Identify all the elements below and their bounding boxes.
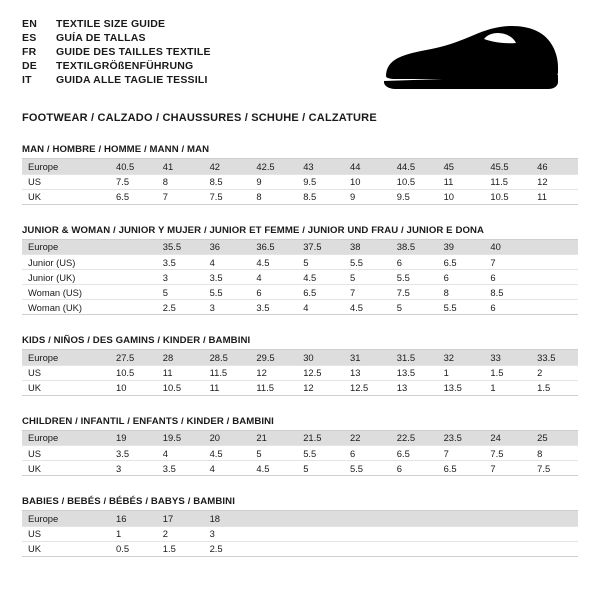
cell: 32 (438, 350, 485, 365)
cell: 36.5 (250, 240, 297, 255)
language-code: ES (22, 32, 37, 44)
cell: 1.5 (531, 380, 578, 395)
row-label: US (22, 446, 110, 461)
cell: 2.5 (204, 541, 251, 556)
cell: 7.5 (484, 446, 531, 461)
cell: 1 (484, 380, 531, 395)
cell: 12.5 (297, 365, 344, 380)
size-table-junior-woman (22, 240, 578, 316)
cell: 7.5 (531, 461, 578, 476)
language-code: IT (22, 74, 32, 86)
cell: 21.5 (297, 431, 344, 446)
row-label: UK (22, 541, 110, 556)
cell: 42.5 (250, 159, 297, 174)
cell: 2 (531, 365, 578, 380)
cell: 3 (110, 461, 157, 476)
language-row (22, 18, 211, 30)
cell: 1.5 (484, 365, 531, 380)
row-label: Europe (22, 240, 110, 255)
language-title: GUIDE DES TAILLES TEXTILE (56, 46, 211, 58)
cell (484, 541, 531, 556)
cell: 1 (110, 526, 157, 541)
cell: 29.5 (250, 350, 297, 365)
cell: 4 (250, 270, 297, 285)
cell: 12 (531, 174, 578, 189)
cell: 5.5 (438, 300, 485, 315)
cell: 33.5 (531, 350, 578, 365)
row-label: Junior (US) (22, 255, 110, 270)
cell: 10 (344, 174, 391, 189)
section-man (22, 144, 578, 205)
table-row (22, 461, 578, 476)
cell: 16 (110, 511, 157, 526)
row-label: US (22, 174, 110, 189)
cell: 39 (438, 240, 485, 255)
section-title: JUNIOR & WOMAN / JUNIOR Y MUJER / JUNIOR ET FEMME / JUNIOR UND FRAU / JUNIOR E DONA (22, 225, 578, 240)
cell: 22 (344, 431, 391, 446)
table-row (22, 174, 578, 189)
cell (531, 526, 578, 541)
cell (110, 300, 157, 315)
cell: 24 (484, 431, 531, 446)
table-row (22, 240, 578, 255)
cell: 17 (157, 511, 204, 526)
cell: 10 (438, 189, 485, 204)
table-row (22, 285, 578, 300)
cell: 6 (250, 285, 297, 300)
cell: 13.5 (438, 380, 485, 395)
cell: 4.5 (250, 255, 297, 270)
language-title: TEXTILGRÖßENFÜHRUNG (56, 60, 194, 72)
cell: 7 (344, 285, 391, 300)
row-label: Europe (22, 159, 110, 174)
cell: 9 (344, 189, 391, 204)
size-table-man (22, 159, 578, 205)
cell: 12 (297, 380, 344, 395)
cell: 4.5 (250, 461, 297, 476)
row-label: Woman (UK) (22, 300, 110, 315)
cell (344, 541, 391, 556)
cell: 28.5 (204, 350, 251, 365)
cell: 11.5 (204, 365, 251, 380)
cell: 6 (484, 300, 531, 315)
cell: 44.5 (391, 159, 438, 174)
cell (110, 270, 157, 285)
cell: 5 (391, 300, 438, 315)
row-label: Europe (22, 431, 110, 446)
cell: 9.5 (297, 174, 344, 189)
cell: 7.5 (391, 285, 438, 300)
cell: 6 (391, 461, 438, 476)
row-label: US (22, 365, 110, 380)
cell: 11 (157, 365, 204, 380)
cell: 33 (484, 350, 531, 365)
size-table-babies (22, 511, 578, 557)
cell: 11 (531, 189, 578, 204)
cell (110, 255, 157, 270)
cell (531, 255, 578, 270)
cell: 5 (157, 285, 204, 300)
section-children (22, 416, 578, 477)
cell: 5.5 (391, 270, 438, 285)
language-title: GUIDA ALLE TAGLIE TESSILI (56, 74, 208, 86)
language-code: EN (22, 18, 37, 30)
language-code: FR (22, 46, 37, 58)
cell: 18 (204, 511, 251, 526)
cell: 36 (204, 240, 251, 255)
cell: 4.5 (344, 300, 391, 315)
cell: 7 (484, 255, 531, 270)
cell: 11.5 (250, 380, 297, 395)
cell: 11 (204, 380, 251, 395)
cell: 10.5 (110, 365, 157, 380)
table-row (22, 446, 578, 461)
cell (438, 511, 485, 526)
cell: 7 (438, 446, 485, 461)
language-title: GUÍA DE TALLAS (56, 32, 146, 44)
table-row (22, 350, 578, 365)
cell (391, 526, 438, 541)
section-junior-woman (22, 225, 578, 316)
cell: 6.5 (110, 189, 157, 204)
cell: 3.5 (204, 270, 251, 285)
cell (297, 526, 344, 541)
table-row (22, 365, 578, 380)
cell (250, 526, 297, 541)
cell: 13 (344, 365, 391, 380)
cell: 6.5 (391, 446, 438, 461)
language-title-block (22, 18, 211, 86)
cell: 40.5 (110, 159, 157, 174)
cell: 10.5 (157, 380, 204, 395)
cell: 8 (531, 446, 578, 461)
cell: 44 (344, 159, 391, 174)
cell: 5 (344, 270, 391, 285)
cell: 5 (297, 461, 344, 476)
cell: 0.5 (110, 541, 157, 556)
row-label: Europe (22, 511, 110, 526)
cell (531, 285, 578, 300)
table-row (22, 541, 578, 556)
cell: 8 (438, 285, 485, 300)
cell: 1 (438, 365, 485, 380)
cell: 5.5 (344, 255, 391, 270)
cell: 6.5 (297, 285, 344, 300)
cell: 23.5 (438, 431, 485, 446)
cell: 6 (438, 270, 485, 285)
cell (438, 541, 485, 556)
dress-shoe-icon (370, 24, 570, 96)
cell (250, 511, 297, 526)
cell: 4 (204, 461, 251, 476)
cell: 8.5 (484, 285, 531, 300)
cell: 10 (110, 380, 157, 395)
cell: 2 (157, 526, 204, 541)
cell: 31.5 (391, 350, 438, 365)
table-row (22, 300, 578, 315)
cell: 6.5 (438, 461, 485, 476)
section-babies (22, 496, 578, 557)
language-row (22, 60, 211, 72)
cell: 8.5 (204, 174, 251, 189)
cell: 43 (297, 159, 344, 174)
cell: 8 (250, 189, 297, 204)
cell: 12.5 (344, 380, 391, 395)
row-label: UK (22, 189, 110, 204)
page-header (22, 18, 578, 96)
cell: 5.5 (344, 461, 391, 476)
language-row (22, 46, 211, 58)
cell: 6 (484, 270, 531, 285)
table-row (22, 189, 578, 204)
cell: 5 (250, 446, 297, 461)
row-label: US (22, 526, 110, 541)
cell: 19.5 (157, 431, 204, 446)
cell: 27.5 (110, 350, 157, 365)
cell: 7 (484, 461, 531, 476)
row-label: UK (22, 461, 110, 476)
cell: 4.5 (204, 446, 251, 461)
cell: 6 (391, 255, 438, 270)
cell: 5 (297, 255, 344, 270)
cell (110, 240, 157, 255)
cell: 9.5 (391, 189, 438, 204)
cell: 3.5 (157, 461, 204, 476)
cell: 13 (391, 380, 438, 395)
section-title: MAN / HOMBRE / HOMME / MANN / MAN (22, 144, 578, 159)
language-title: TEXTILE SIZE GUIDE (56, 18, 166, 30)
cell: 3.5 (250, 300, 297, 315)
cell: 20 (204, 431, 251, 446)
cell (531, 511, 578, 526)
cell: 2.5 (157, 300, 204, 315)
table-row (22, 511, 578, 526)
cell: 10.5 (391, 174, 438, 189)
cell: 28 (157, 350, 204, 365)
cell: 9 (250, 174, 297, 189)
cell: 35.5 (157, 240, 204, 255)
cell: 42 (204, 159, 251, 174)
cell: 4 (157, 446, 204, 461)
cell (438, 526, 485, 541)
cell: 30 (297, 350, 344, 365)
table-row (22, 380, 578, 395)
language-code: DE (22, 60, 37, 72)
cell: 38 (344, 240, 391, 255)
section-title: CHILDREN / INFANTIL / ENFANTS / KINDER / BAMBINI (22, 416, 578, 431)
cell (531, 541, 578, 556)
cell (531, 240, 578, 255)
cell: 7.5 (204, 189, 251, 204)
table-row (22, 270, 578, 285)
cell: 22.5 (391, 431, 438, 446)
cell: 3 (157, 270, 204, 285)
cell: 3.5 (110, 446, 157, 461)
cell: 11 (438, 174, 485, 189)
cell (344, 526, 391, 541)
cell (110, 285, 157, 300)
cell: 1.5 (157, 541, 204, 556)
cell (484, 526, 531, 541)
cell: 38.5 (391, 240, 438, 255)
cell (344, 511, 391, 526)
cell (531, 300, 578, 315)
cell: 21 (250, 431, 297, 446)
table-row (22, 255, 578, 270)
row-label: Europe (22, 350, 110, 365)
cell: 12 (250, 365, 297, 380)
cell (297, 541, 344, 556)
cell: 41 (157, 159, 204, 174)
cell: 8.5 (297, 189, 344, 204)
section-title: BABIES / BEBÉS / BÉBÉS / BABYS / BAMBINI (22, 496, 578, 511)
section-title: KIDS / NIÑOS / DES GAMINS / KINDER / BAMBINI (22, 335, 578, 350)
cell: 5.5 (204, 285, 251, 300)
cell: 3 (204, 526, 251, 541)
cell: 3.5 (157, 255, 204, 270)
cell: 45 (438, 159, 485, 174)
cell (391, 511, 438, 526)
table-row (22, 526, 578, 541)
language-row (22, 32, 211, 44)
cell: 7 (157, 189, 204, 204)
row-label: Woman (US) (22, 285, 110, 300)
cell: 4.5 (297, 270, 344, 285)
row-label: UK (22, 380, 110, 395)
cell: 25 (531, 431, 578, 446)
cell: 6.5 (438, 255, 485, 270)
cell: 7.5 (110, 174, 157, 189)
cell: 40 (484, 240, 531, 255)
cell: 8 (157, 174, 204, 189)
language-row (22, 74, 211, 86)
cell (250, 541, 297, 556)
cell: 4 (204, 255, 251, 270)
cell (297, 511, 344, 526)
cell: 6 (344, 446, 391, 461)
cell: 45.5 (484, 159, 531, 174)
cell: 5.5 (297, 446, 344, 461)
cell (531, 270, 578, 285)
table-row (22, 431, 578, 446)
cell: 37.5 (297, 240, 344, 255)
row-label: Junior (UK) (22, 270, 110, 285)
cell: 3 (204, 300, 251, 315)
cell: 13.5 (391, 365, 438, 380)
cell: 4 (297, 300, 344, 315)
category-line: FOOTWEAR / CALZADO / CHAUSSURES / SCHUHE / CALZATURE (22, 112, 377, 124)
size-table-kids (22, 350, 578, 396)
cell (484, 511, 531, 526)
cell: 10.5 (484, 189, 531, 204)
cell (391, 541, 438, 556)
cell: 19 (110, 431, 157, 446)
size-table-children (22, 431, 578, 477)
section-kids (22, 335, 578, 396)
cell: 46 (531, 159, 578, 174)
cell: 31 (344, 350, 391, 365)
table-row (22, 159, 578, 174)
cell: 11.5 (484, 174, 531, 189)
